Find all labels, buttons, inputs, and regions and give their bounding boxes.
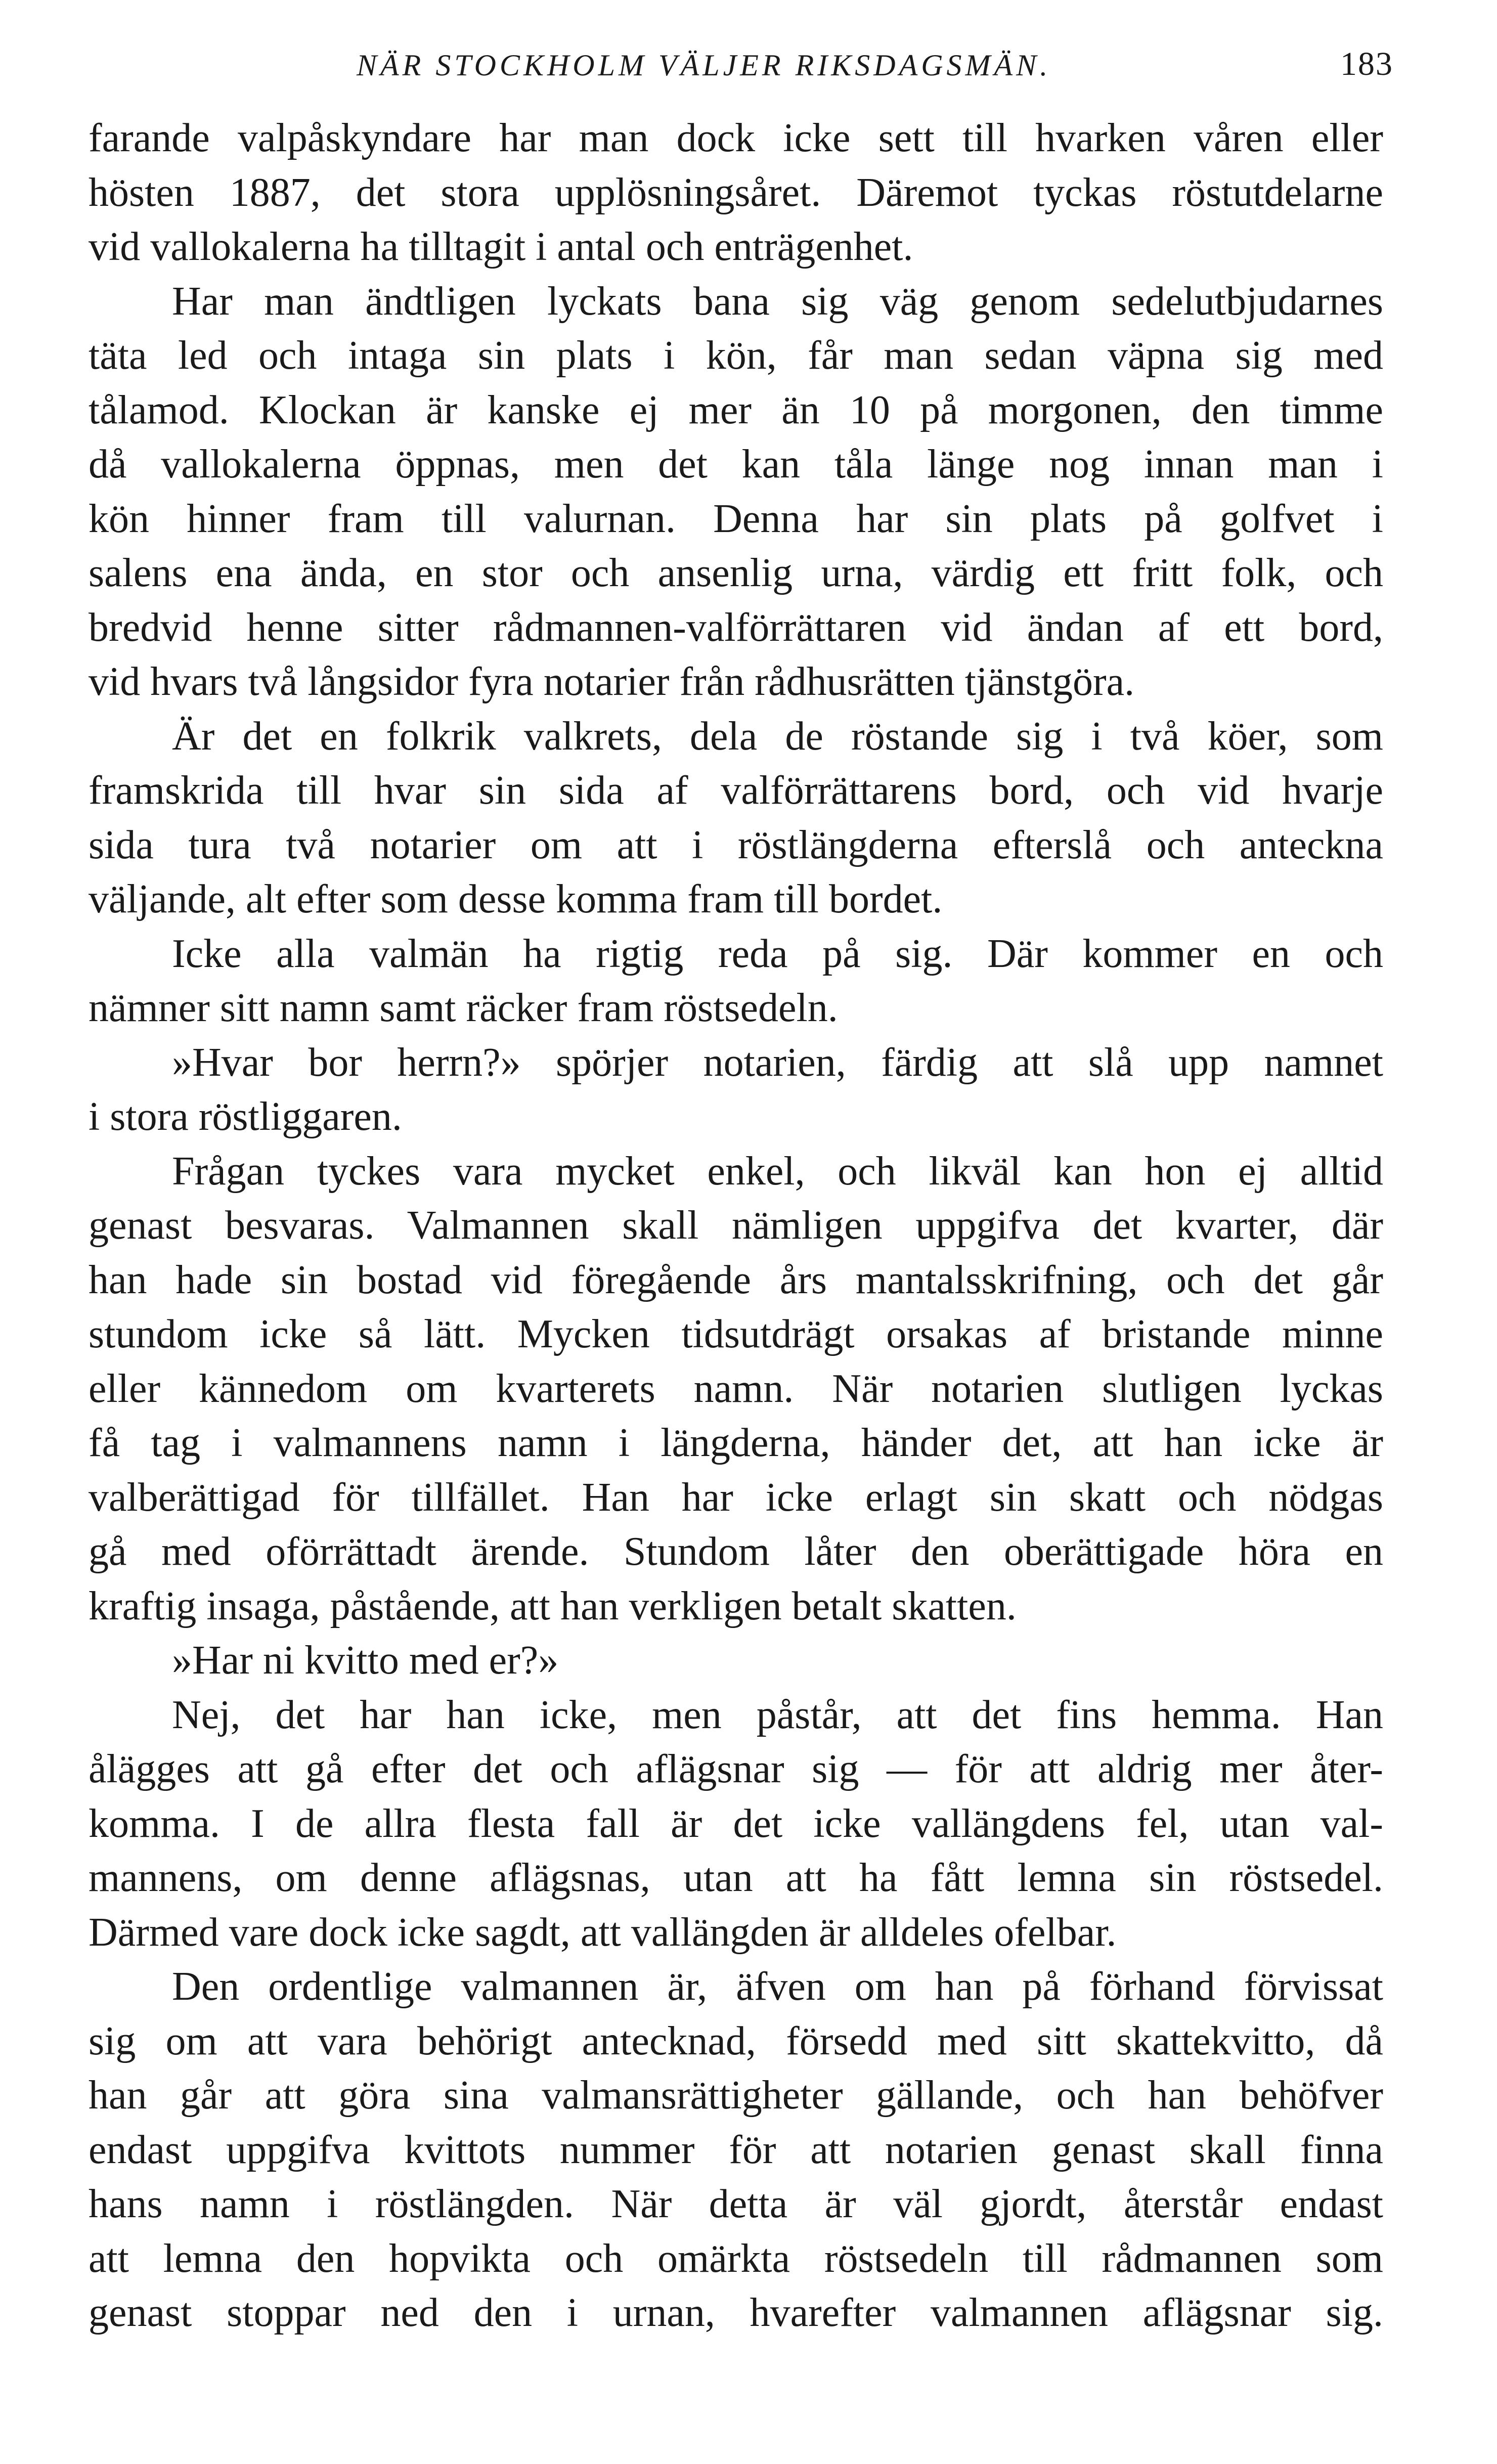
text-line: bredvid henne sitter rådmannen-valförrättaren vid ändan af ett bord, xyxy=(89,605,1383,650)
text-line: mannens, om denne aflägsnas, utan att ha fått lemna sin röstsedel. xyxy=(89,1856,1383,1900)
text-line: han hade sin bostad vid föregående års mantalsskrifning, och det går xyxy=(89,1257,1383,1302)
text-line: kön hinner fram till valurnan. Denna har sin plats på golfvet i xyxy=(89,496,1383,541)
text-line: Nej, det har han icke, men påstår, att det fins hemma. Han xyxy=(172,1692,1383,1737)
text-line: genast stoppar ned den i urnan, hvarefter valmannen aflägsnar sig. xyxy=(89,2291,1383,2335)
text-line: då vallokalerna öppnas, men det kan tåla länge nog innan man i xyxy=(89,442,1383,487)
text-line: »Hvar bor herrn?» spörjer notarien, färdig att slå upp namnet xyxy=(172,1040,1383,1085)
text-line: kraftig insaga, påstående, att han verkligen betalt skatten. xyxy=(89,1583,1017,1629)
text-line: Icke alla valmän ha rigtig reda på sig. Där kommer en och xyxy=(172,931,1383,976)
body-text xyxy=(89,111,1383,2341)
text-line: väljande, alt efter som desse komma fram till bordet. xyxy=(89,877,943,921)
book-page xyxy=(89,0,1403,2464)
text-line: i stora röstliggaren. xyxy=(89,1094,402,1139)
text-line: täta led och intaga sin plats i kön, får man sedan väpna sig med xyxy=(89,333,1383,378)
text-line: gå med oförrättadt ärende. Stundom låter den oberättigade höra en xyxy=(89,1529,1383,1574)
text-line: hans namn i röstlängden. När detta är väl gjordt, återstår endast xyxy=(89,2182,1383,2226)
text-line: Den ordentlige valmannen är, äfven om han på förhand förvissat xyxy=(172,1964,1383,2009)
text-line: nämner sitt namn samt räcker fram röstsedeln. xyxy=(89,986,838,1030)
text-line: »Har ni kvitto med er?» xyxy=(172,1638,559,1683)
text-line: att lemna den hopvikta och omärkta röstsedeln till rådmannen som xyxy=(89,2236,1383,2281)
text-line: Är det en folkrik valkrets, dela de röstande sig i två köer, som xyxy=(172,714,1383,759)
text-line: få tag i valmannens namn i längderna, händer det, att han icke är xyxy=(89,1421,1383,1465)
text-line: eller kännedom om kvarterets namn. När notarien slutligen lyckas xyxy=(89,1366,1383,1411)
text-line: vid hvars två långsidor fyra notarier från rådhusrätten tjänstgöra. xyxy=(89,659,1135,704)
text-line: framskrida till hvar sin sida af valförrättarens bord, och vid hvarje xyxy=(89,768,1383,813)
text-line: Därmed vare dock icke sagdt, att vallängden är alldeles ofelbar. xyxy=(89,1910,1117,1955)
running-title: NÄR STOCKHOLM VÄLJER RIKSDAGSMÄN. xyxy=(357,49,1051,82)
page-number: 183 xyxy=(1340,46,1393,82)
text-line: sig om att vara behörigt antecknad, försedd med sitt skattekvitto, då xyxy=(89,2018,1383,2063)
text-line: ålägges att gå efter det och aflägsnar sig — för att aldrig mer åter- xyxy=(89,1747,1383,1791)
text-line: stundom icke så lätt. Mycken tidsutdrägt orsakas af bristande minne xyxy=(89,1312,1383,1356)
text-line: endast uppgifva kvittots nummer för att notarien genast skall finna xyxy=(89,2127,1383,2172)
text-line: Har man ändtligen lyckats bana sig väg genom sedelutbjudarnes xyxy=(172,279,1383,324)
text-line: han går att göra sina valmansrättigheter gällande, och han behöfver xyxy=(89,2073,1383,2118)
text-line: komma. I de allra flesta fall är det icke vallängdens fel, utan val- xyxy=(89,1801,1383,1846)
text-line: tålamod. Klockan är kanske ej mer än 10 på morgonen, den timme xyxy=(89,387,1383,432)
text-line: sida tura två notarier om att i röstlängderna efterslå och anteckna xyxy=(89,822,1383,867)
text-line: hösten 1887, det stora upplösningsåret. Däremot tyckas röstutdelarne xyxy=(89,170,1383,215)
text-line: farande valpåskyndare har man dock icke sett till hvarken våren eller xyxy=(89,116,1383,160)
text-line: valberättigad för tillfället. Han har icke erlagt sin skatt och nödgas xyxy=(89,1475,1383,1520)
text-line: vid vallokalerna ha tilltagit i antal och enträgenhet. xyxy=(89,225,913,269)
text-line: Frågan tyckes vara mycket enkel, och likväl kan hon ej alltid xyxy=(172,1149,1383,1194)
running-head xyxy=(89,48,1403,89)
text-line: genast besvaras. Valmannen skall nämligen uppgifva det kvarter, där xyxy=(89,1203,1383,1248)
text-line: salens ena ända, en stor och ansenlig urna, värdig ett fritt folk, och xyxy=(89,551,1383,595)
